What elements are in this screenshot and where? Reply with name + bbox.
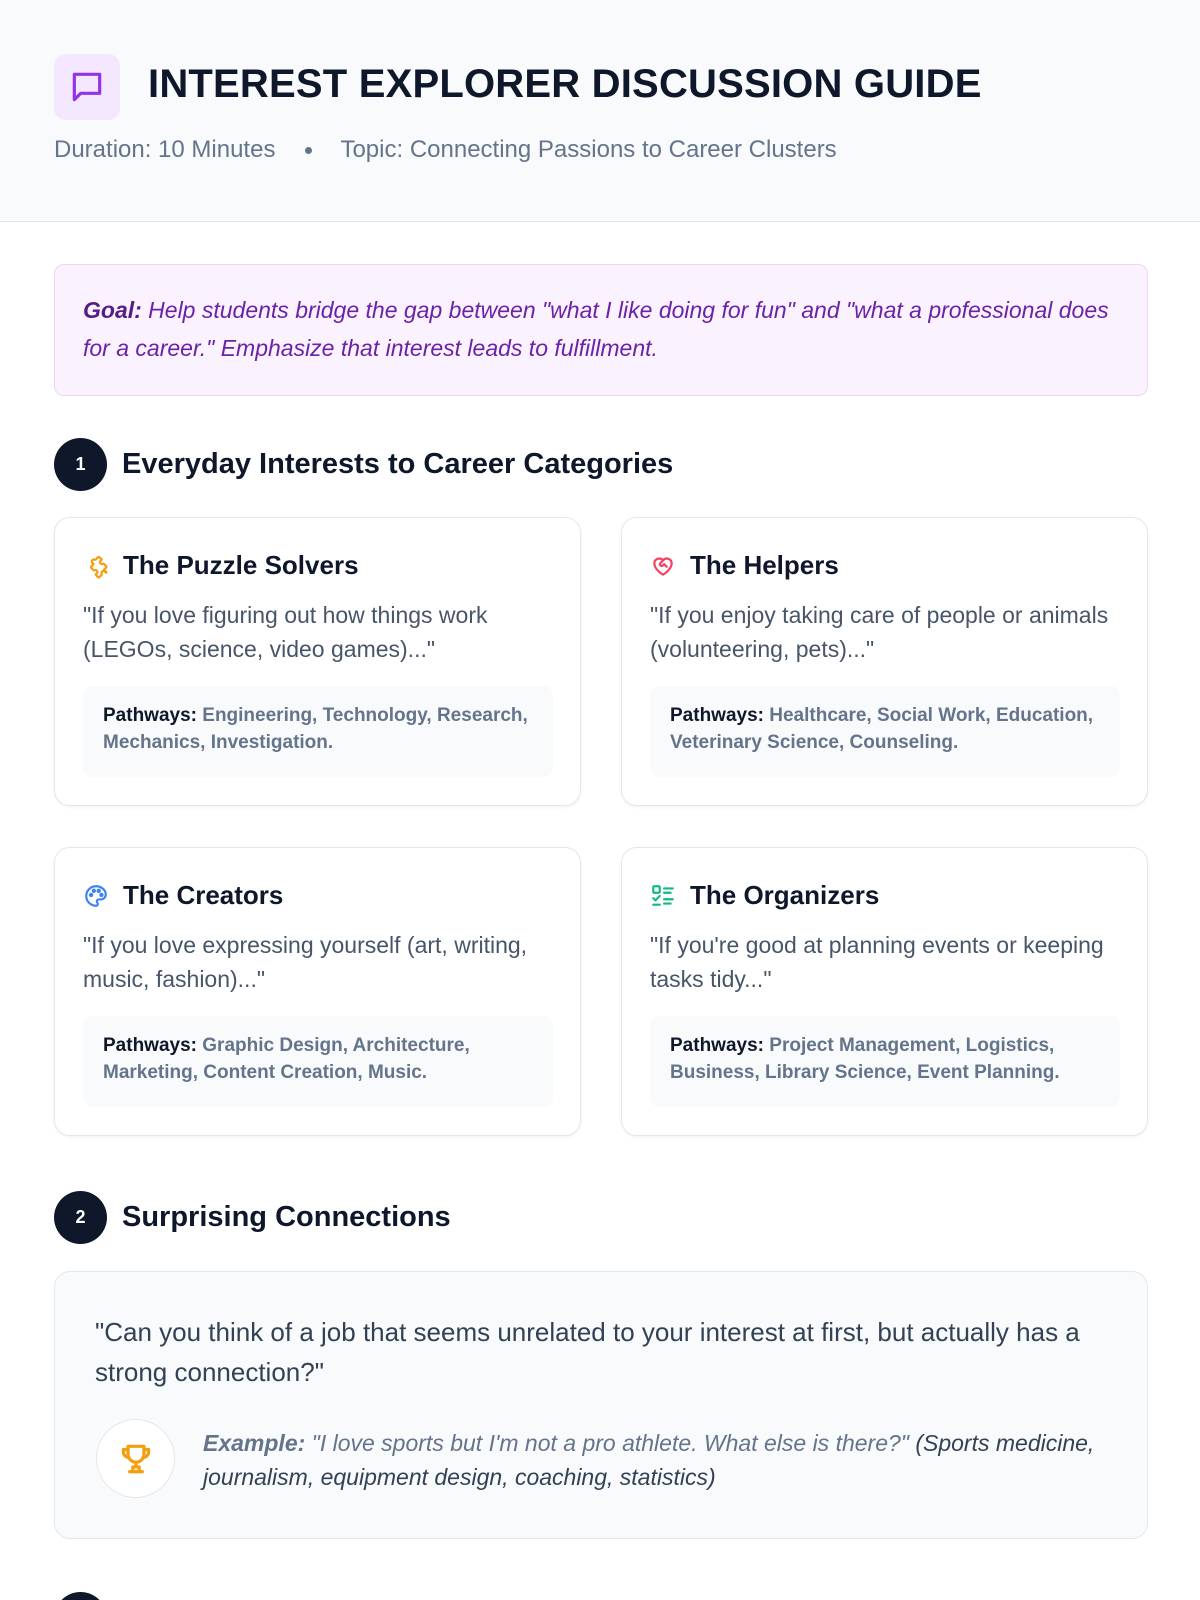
pathways-box — [83, 1016, 553, 1107]
header-meta — [54, 136, 837, 164]
example-text — [203, 1426, 1103, 1494]
pathways-box — [650, 686, 1120, 777]
section-number-badge: 1 — [54, 438, 107, 491]
card-title: The Creators — [123, 880, 284, 910]
page-header — [0, 0, 1200, 222]
example-answer: (Sports medicine, journalism, equipment design, coaching, statistics) — [203, 1430, 1095, 1490]
goal-callout — [54, 264, 1148, 396]
connection-prompt-box — [54, 1271, 1148, 1539]
card-title: The Helpers — [690, 550, 839, 580]
card-title: The Puzzle Solvers — [123, 550, 359, 580]
chat-bubble-icon — [54, 54, 120, 120]
section-title: Everyday Interests to Career Categories — [122, 448, 674, 480]
card-quote: "If you love expressing yourself (art, writing, music, fashion)..." — [83, 932, 528, 992]
card-quote: "If you love figuring out how things work (LEGOs, science, video games)..." — [83, 602, 488, 662]
section-3-badge-partial — [54, 1592, 107, 1600]
list-checks-icon — [650, 883, 676, 909]
pathways-label: Pathways: — [103, 705, 197, 726]
pathways-list: Project Management, Logistics, Business, Library Science, Event Planning. — [670, 1035, 1060, 1083]
separator-dot — [305, 147, 312, 154]
section-2-heading — [54, 1191, 451, 1244]
pathways-label: Pathways: — [103, 1035, 197, 1056]
example-quote: "I love sports but I'm not a pro athlete. What else is there?" — [311, 1430, 909, 1456]
pathways-label: Pathways: — [670, 1035, 764, 1056]
card-organizers — [621, 847, 1148, 1136]
palette-icon — [83, 883, 109, 909]
pathways-box — [83, 686, 553, 777]
card-helpers — [621, 517, 1148, 806]
card-quote: "If you're good at planning events or keeping tasks tidy..." — [650, 932, 1104, 992]
trophy-icon — [96, 1419, 175, 1498]
heart-handshake-icon — [650, 553, 676, 579]
goal-label: Goal: — [83, 297, 142, 323]
card-creators — [54, 847, 581, 1136]
section-1-heading — [54, 438, 673, 491]
discussion-question: "Can you think of a job that seems unrelated to your interest at first, but actually has a strong connection?" — [95, 1317, 1080, 1387]
pathways-list: Engineering, Technology, Research, Mechanics, Investigation. — [103, 705, 528, 753]
card-puzzle-solvers — [54, 517, 581, 806]
section-title: Surprising Connections — [122, 1201, 451, 1233]
goal-text: Help students bridge the gap between "what I like doing for fun" and "what a professional does for a career." Emphasize that interest leads to fulfillment. — [83, 297, 1109, 361]
pathways-box — [650, 1016, 1120, 1107]
section-number-badge: 2 — [54, 1191, 107, 1244]
card-title: The Organizers — [690, 880, 880, 910]
duration-text: Duration: 10 Minutes — [54, 136, 276, 163]
example-label: Example: — [203, 1430, 306, 1456]
pathways-list: Healthcare, Social Work, Education, Veterinary Science, Counseling. — [670, 705, 1094, 753]
card-quote: "If you enjoy taking care of people or animals (volunteering, pets)..." — [650, 602, 1109, 662]
topic-text: Topic: Connecting Passions to Career Clusters — [340, 136, 837, 163]
pathways-list: Graphic Design, Architecture, Marketing, Content Creation, Music. — [103, 1035, 470, 1083]
page-title: INTEREST EXPLORER DISCUSSION GUIDE — [148, 62, 982, 106]
puzzle-icon — [83, 553, 109, 579]
pathways-label: Pathways: — [670, 705, 764, 726]
